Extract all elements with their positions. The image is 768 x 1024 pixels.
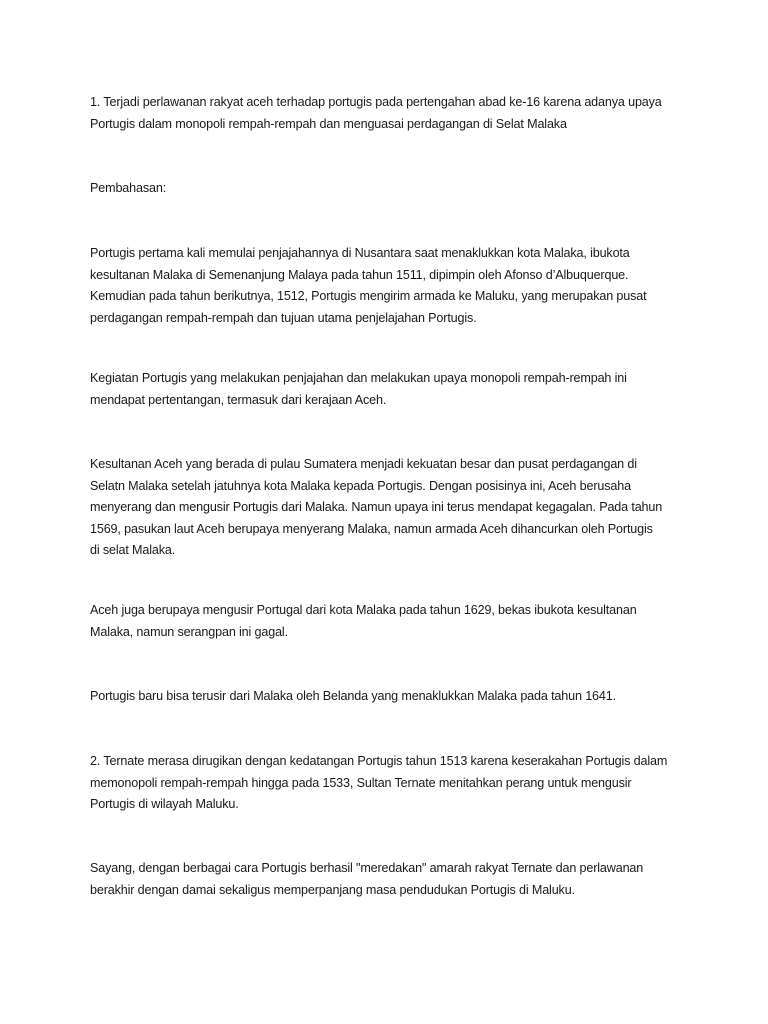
text-line: perdagangan rempah-rempah dan tujuan utama penjelajahan Portugis. bbox=[90, 310, 477, 325]
text-line: Portugis baru bisa terusir dari Malaka oleh Belanda yang menaklukkan Malaka pada tahun 1641. bbox=[90, 689, 616, 703]
paragraph-ternate-damai bbox=[90, 858, 690, 901]
text-line: menyerang dan mengusir Portugis dari Malaka. Namun upaya ini terus mendapat kegagalan. Pada tahun bbox=[90, 500, 663, 514]
text-line: 2. Ternate merasa dirugikan dengan kedatangan Portugis tahun 1513 karena keserakahan Portugis dalam bbox=[90, 754, 668, 768]
text-line: Portugis dalam monopoli rempah-rempah dan menguasai perdagangan di Selat Malaka bbox=[90, 116, 567, 131]
paragraph-portugis-intro bbox=[90, 243, 690, 329]
paragraph-question-1 bbox=[90, 92, 690, 135]
text-line: Aceh juga berupaya mengusir Portugal dari kota Malaka pada tahun 1629, bekas ibukota kesultanan bbox=[90, 603, 637, 617]
text-line: Portugis pertama kali memulai penjajahannya di Nusantara saat menaklukkan kota Malaka, ibukota bbox=[90, 246, 630, 260]
text-line: memonopoli rempah-rempah hingga pada 1533, Sultan Ternate menitahkan perang untuk mengusir bbox=[90, 775, 632, 790]
text-line: Pembahasan: bbox=[90, 181, 167, 195]
text-line: 1569, pasukan laut Aceh berupaya menyerang Malaka, namun armada Aceh dihancurkan oleh Portugis bbox=[90, 521, 653, 536]
text-line: berakhir dengan damai sekaligus memperpanjang masa pendudukan Portugis di Maluku. bbox=[90, 882, 575, 897]
paragraph-aceh-1629 bbox=[90, 600, 690, 643]
text-line: 1. Terjadi perlawanan rakyat aceh terhadap portugis pada pertengahan abad ke-16 karena adanya upaya bbox=[90, 95, 662, 109]
paragraph-question-2 bbox=[90, 751, 690, 816]
text-line: Selatn Malaka setelah jatuhnya kota Malaka kepada Portugis. Dengan posisinya ini, Aceh berusaha bbox=[90, 478, 631, 493]
text-line: Kemudian pada tahun berikutnya, 1512, Portugis mengirim armada ke Maluku, yang merupakan pusat bbox=[90, 289, 647, 303]
paragraph-kegiatan-portugis bbox=[90, 368, 690, 411]
text-line: Kesultanan Aceh yang berada di pulau Sumatera menjadi kekuatan besar dan pusat perdagangan di bbox=[90, 457, 637, 471]
text-line: Kegiatan Portugis yang melakukan penjajahan dan melakukan upaya monopoli rempah-rempah ini bbox=[90, 371, 627, 385]
text-line: mendapat pertentangan, termasuk dari kerajaan Aceh. bbox=[90, 392, 387, 407]
paragraph-belanda-1641 bbox=[90, 686, 690, 708]
text-line: Sayang, dengan berbagai cara Portugis berhasil "meredakan" amarah rakyat Ternate dan perlawanan bbox=[90, 861, 644, 875]
text-line: Malaka, namun serangpan ini gagal. bbox=[90, 624, 288, 639]
text-line: Portugis di wilayah Maluku. bbox=[90, 797, 239, 811]
text-line: di selat Malaka. bbox=[90, 543, 176, 557]
section-heading-pembahasan bbox=[90, 178, 690, 200]
text-line: kesultanan Malaka di Semenanjung Malaya pada tahun 1511, dipimpin oleh Afonso d’Albuquerque. bbox=[90, 267, 629, 282]
paragraph-kesultanan-aceh bbox=[90, 454, 690, 562]
